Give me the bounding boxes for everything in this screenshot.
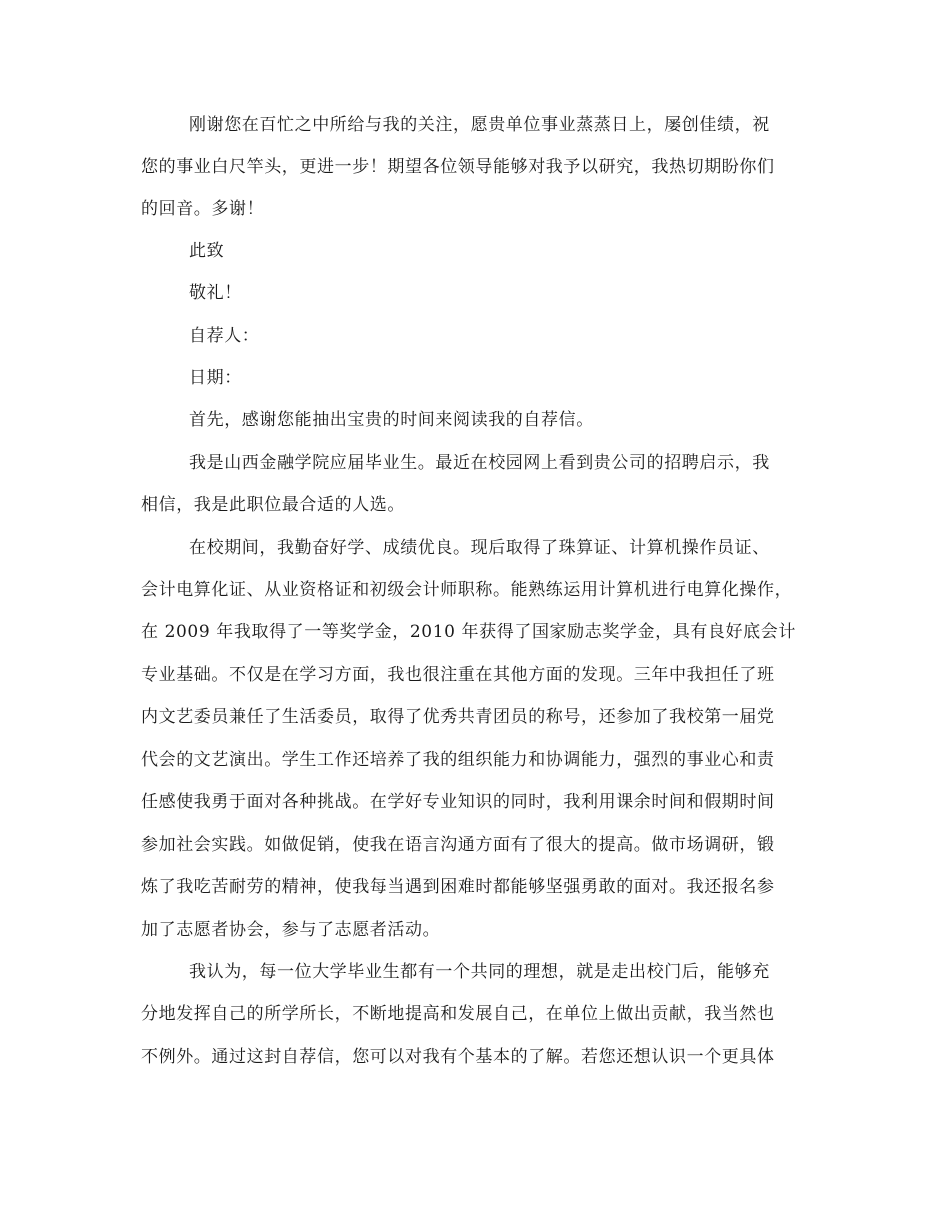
text-line: 加了志愿者协会，参与了志愿者活动。 [141, 920, 441, 940]
text-line: 任感使我勇于面对各种挑战。在学好专业知识的同时，我利用课余时间和假期时间 [141, 792, 775, 812]
text-line: 分地发挥自己的所学所长，不断地提高和发展自己，在单位上做出贡献，我当然也 [141, 1004, 775, 1024]
text-line: 会计电算化证、从业资格证和初级会计师职称。能熟练运用计算机进行电算化操作， [141, 580, 793, 600]
text-line: 我认为，每一位大学毕业生都有一个共同的理想，就是走出校门后，能够充 [189, 962, 770, 982]
text-line: 您的事业白尺竿头，更进一步！期望各位领导能够对我予以研究，我热切期盼你们 [141, 157, 775, 177]
text-line: 此致 [189, 241, 225, 261]
text-line: 代会的文艺演出。学生工作还培养了我的组织能力和协调能力，强烈的事业心和责 [141, 750, 775, 770]
text-line: 相信，我是此职位最合适的人选。 [141, 495, 405, 515]
text-line: 刚谢您在百忙之中所给与我的关注，愿贵单位事业蒸蒸日上，屡创佳绩，祝 [189, 115, 770, 135]
text-line: 在 2009 年我取得了一等奖学金，2010 年获得了国家励志奖学金，具有良好底会计 [141, 622, 796, 642]
text-line: 自荐人： [189, 326, 260, 346]
text-line: 我是山西金融学院应届毕业生。最近在校园网上看到贵公司的招聘启示，我 [189, 453, 770, 473]
text-line: 炼了我吃苦耐劳的精神，使我每当遇到困难时都能够坚强勇敢的面对。我还报名参 [141, 877, 775, 897]
text-line: 首先，感谢您能抽出宝贵的时间来阅读我的自荐信。 [189, 410, 594, 430]
text-line: 不例外。通过这封自荐信，您可以对我有个基本的了解。若您还想认识一个更具体 [141, 1047, 775, 1067]
text-line: 在校期间，我勤奋好学、成绩优良。现后取得了珠算证、计算机操作员证、 [189, 538, 770, 558]
text-line: 的回音。多谢！ [141, 199, 265, 219]
text-line: 内文艺委员兼任了生活委员，取得了优秀共青团员的称号，还参加了我校第一届党 [141, 707, 775, 727]
text-line: 敬礼！ [189, 283, 242, 303]
text-line: 专业基础。不仅是在学习方面，我也很注重在其他方面的发现。三年中我担任了班 [141, 665, 775, 685]
text-line: 日期： [189, 368, 242, 388]
text-line: 参加社会实践。如做促销，使我在语言沟通方面有了很大的提高。做市场调研，锻 [141, 835, 775, 855]
